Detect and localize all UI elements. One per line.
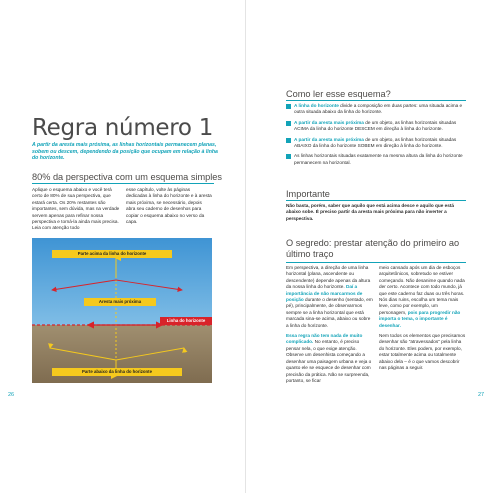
diagram-bottom-label: Parte abaixo da linha do horizonte [52,368,182,376]
bullet-square-icon [286,138,291,143]
left-page [0,0,246,493]
bullet-square-icon [286,154,291,159]
bullet-text: divide a composição em duas partes: uma situada acima e outra situada abaixo da linha do horizonte. [294,103,463,115]
bullet-lead: A partir da aresta mais próxima [294,136,364,142]
bullet-lead: A linha do horizonte [294,103,339,108]
secret-highlight: Essa regra não tem nada de muito complicado. [286,333,363,345]
page-number-right: 27 [478,392,485,398]
diagram-top-label: Parte acima da linha do horizonte [52,250,172,258]
secret-col-1 [286,265,373,384]
secret-highlight: pois para progredir não importa o tema, o importante é desenhar. [379,309,461,328]
intro-col-2: esse capítulo, volte às páginas dedicadas à linha do horizonte e à aresta mais próxima, se necessário, depois abra seu caderno de desenhos para copiar o esquema abaixo no verso da capa. [126,187,212,225]
secret-highlight: Daí a importância de não marcarmos de posição [286,284,363,303]
bullet-item [286,153,466,166]
intro-col-1: Aplique o esquema abaixo e você terá certo de 80% de sua perspectiva, que estará certa. Os 20% restantes são importantes, sem dúvida, mas na verdade servem apenas para refinar nossa perspectiva e torná-la ainda mais precisa. Leia com atenção todo [32,187,120,231]
page-number-left: 26 [8,392,15,398]
bullet-text: As linhas horizontais situadas exatamente na mesma altura da linha do horizonte permanecem na horizontal. [294,153,463,165]
how-to-read-heading: Como ler esse esquema? [286,89,391,99]
bullet-item [286,103,466,116]
important-rule [286,200,466,201]
bullet-text: de um objeto, as linhas horizontais situadas ABAIXO da linha do horizonte SOBEM em direção à linha do horizonte. [294,136,457,149]
secret-rule [286,262,466,263]
bullet-square-icon [286,104,291,109]
bullet-item [286,120,466,133]
bullet-text: de um objeto, as linhas horizontais situadas ACIMA da linha do horizonte DESCEM em direção à linha do horizonte. [294,119,457,132]
important-text: Não basta, porém, saber que aquilo que está acima desce e aquilo que está abaixo sobe. É preciso partir da aresta mais próxima para não inverter a perspectiva. [286,203,455,221]
secret-text: meio cansado após um dia de esboços arquitetônicos, sobretudo se estiver começando. Não desanime quando nada der certo. Acontece com todo mundo, já que este caderno faz duas ou três horas. Nós dias ruins, escolha um tema mais leve, como por exemplo, um personagem, [379,265,465,315]
diagram-edge-label: Aresta mais próxima [84,298,156,306]
secret-text: No entanto, é preciso pensar nela, o que exige atenção. Observe um desenhista começando a desenhar uma paisagem urbana e veja o quanto ele se esquece de desenhar com precisão da prática. Não se surpreenda, portanto, se ficar [286,339,372,383]
page-title: Regra número 1 [32,115,214,141]
section-rule [32,183,214,184]
reading-bullets [286,103,466,170]
how-to-read-rule [286,100,466,101]
secret-text: Nem todos os elementos que precisamos desenhar são "atravessados" pela linha do horizonte. Eles podem, por exemplo, estar totalmente acima ou totalmente abaixo dela – é o que vamos descobrir nas páginas a seguir. [379,333,466,371]
page-subtitle: A partir da aresta mais próxima, as linhas horizontais permanecem planas, sobem ou descem, dependendo da posição que ocupam em relação à linha do horizonte. [32,142,218,162]
bullet-square-icon [286,121,291,126]
secret-text: durante o desenho (sentado, em pé), principalmente, de observarmos sempre se a linha horizontal que está marcada sina-se acima, abaixo ou sobre a linha do horizonte. [286,297,373,328]
bullet-item [286,137,466,150]
perspective-diagram [32,238,212,383]
secret-text: Em perspectiva, a direção de uma linha horizontal (plana, ascendente ou descendente) depende apenas da altura da nossa linha do horizonte. [286,265,371,290]
diagram-horizon-label: Linha do horizonte [160,317,212,325]
important-heading: Importante [286,189,330,199]
secret-col-2 [379,265,466,372]
right-page [246,0,493,493]
section-heading: 80% da perspectiva com um esquema simples [32,172,222,182]
bullet-lead: A partir da aresta mais próxima [294,119,364,125]
secret-heading: O segredo: prestar atenção do primeiro ao último traço [286,238,460,259]
